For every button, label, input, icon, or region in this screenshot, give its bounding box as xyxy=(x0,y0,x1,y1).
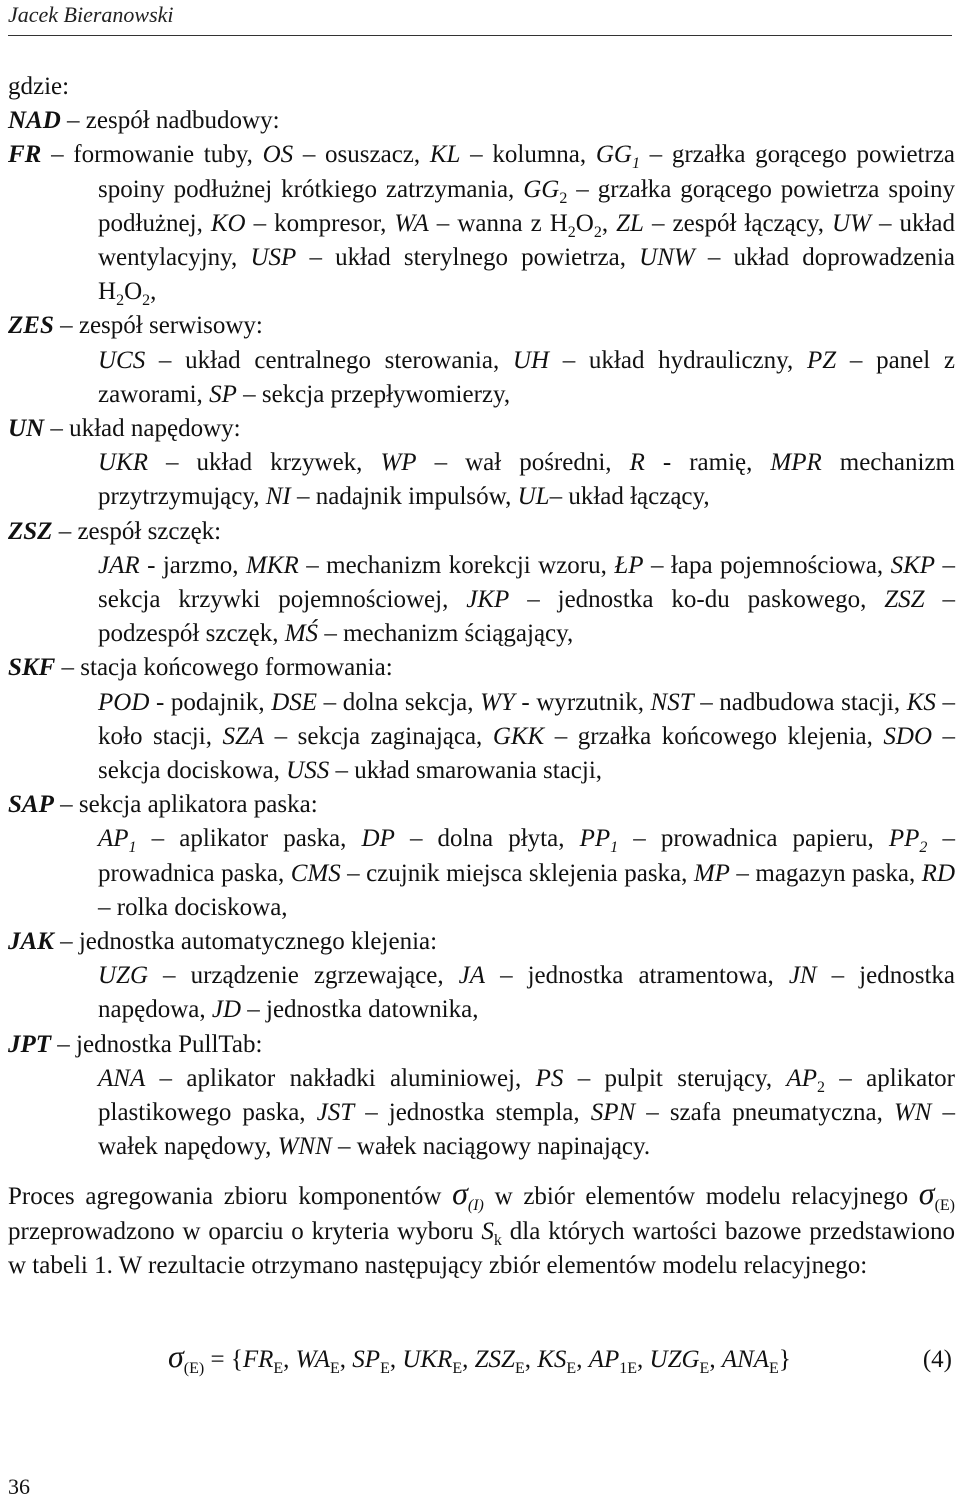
legend-entry-jpt: JPT – jednostka PullTab: xyxy=(8,1030,263,1058)
legend-entry-jak: JAK – jednostka automatycznego klejenia: xyxy=(8,928,438,956)
equation-item: $UZG_E$ xyxy=(649,1346,710,1377)
body-paragraph: Proces agregowania zbioru komponentów $\sigma_{(I)}$ w zbiór elementów modelu relacyjnego $\sigma_{(E)}$ przeprowadzono w oparciu o kryteria wyboru $S_k$ dla których wartości bazowe przedstawiono w tabeli 1. W rezultacie otrzymano następujący zbiór elementów modelu relacyjnego: xyxy=(8,1175,955,1279)
running-header-author: Jacek Bieranowski xyxy=(8,2,174,27)
equation-item: $FR_E$ xyxy=(242,1346,284,1377)
abbreviation-legend xyxy=(8,70,955,1165)
legend-intro: gdzie: xyxy=(8,73,70,100)
equation-4: $\sigma_{(E)} = \{FR_E$, $WA_E$, $SP_E$, $UKR_E$, $ZSZ_E$, $KS_E$, $AP_{1E}$, $UZG_E$, $ANA_E$} xyxy=(168,1338,791,1377)
legend-entry-sap: SAP – sekcja aplikatora paska: xyxy=(8,791,318,819)
equation-item: $ZSZ_E$ xyxy=(474,1346,525,1377)
legend-entry-fr: FR – formowanie tuby, OS – osuszacz, KL – kolumna, $GG_1$ – grzałka gorącego powietrza spoiny podłużnej krótkiego zatrzymania, $GG_2$ – grzałka gorącego powietrza spoiny podłużnej, KO – kompresor, WA – wanna z $H_2O_2$, ZL – zespół łączący, UW – układ wentylacyjny, USP – układ sterylnego powietrza, UNW – układ doprowadzenia $H_2O_2$, xyxy=(8,141,956,310)
legend-subentries-zsz: JAR - jarzmo, MKR – mechanizm korekcji wzoru, ŁP – łapa pojemnościowa, SKP – sekcja krzywki pojemnościowej, JKP – jednostka ko-du paskowego, ZSZ – podzespół szczęk, MŚ – mechanizm ściągający, xyxy=(98,551,956,648)
equation-item: $ANA_E$ xyxy=(721,1346,779,1377)
legend-entry-un: UN – układ napędowy: xyxy=(8,415,241,443)
legend-subentries-un: UKR – układ krzywek, WP – wał pośredni, R - ramię, MPR mechanizm przytrzymujący, NI – nadajnik impulsów, UL– układ łączący, xyxy=(98,449,955,511)
equation-item: $AP_{1E}$ xyxy=(588,1346,638,1377)
equation-item: $SP_E$ xyxy=(352,1346,390,1377)
legend-subentries-jpt: ANA – aplikator nakładki aluminiowej, PS – pulpit sterujący, $AP_2$ – aplikator plastikowego paska, JST – jednostka stempla, SPN – szafa pneumatyczna, WN – wałek napędowy, WNN – wałek naciągowy napinający. xyxy=(98,1064,956,1161)
legend-subentries-zes: UCS – układ centralnego sterowania, UH – układ hydrauliczny, PZ – panel z zaworami, SP – sekcja przepływomierzy, xyxy=(98,346,955,408)
equation-item: $KS_E$ xyxy=(537,1346,577,1377)
equation-item: $WA_E$ xyxy=(295,1346,340,1377)
equation-item: $UKR_E$ xyxy=(402,1346,463,1377)
page-number: 36 xyxy=(8,1474,30,1499)
header-rule xyxy=(8,35,952,36)
legend-subentries-skf: POD - podajnik, DSE – dolna sekcja, WY - wyrzutnik, NST – nadbudowa stacji, KS – koło stacji, SZA – sekcja zaginająca, GKK – grzałka końcowego klejenia, SDO – sekcja dociskowa, USS – układ smarowania stacji, xyxy=(98,688,955,785)
legend-subentries-jak: UZG – urządzenie zgrzewające, JA – jednostka atramentowa, JN – jednostka napędowa, JD – jednostka datownika, xyxy=(98,962,955,1024)
equation-set-items: $FR_E$, $WA_E$, $SP_E$, $UKR_E$, $ZSZ_E$, $KS_E$, $AP_{1E}$, $UZG_E$, $ANA_E$ xyxy=(242,1346,779,1377)
legend-entry-nad: NAD – zespół nadbudowy: xyxy=(8,107,280,135)
equation-number: (4) xyxy=(922,1346,952,1373)
legend-entry-zsz: ZSZ – zespół szczęk: xyxy=(8,517,222,545)
legend-entry-skf: SKF – stacja końcowego formowania: xyxy=(8,654,393,682)
legend-entry-zes: ZES – zespół serwisowy: xyxy=(8,312,263,340)
legend-subentries-sap: $AP_1$ – aplikator paska, DP – dolna płyta, $PP_1$ – prowadnica papieru, $PP_2$ – prowadnica paska, CMS – czujnik miejsca sklejenia paska, MP – magazyn paska, RD – rolka dociskowa, xyxy=(98,825,956,921)
